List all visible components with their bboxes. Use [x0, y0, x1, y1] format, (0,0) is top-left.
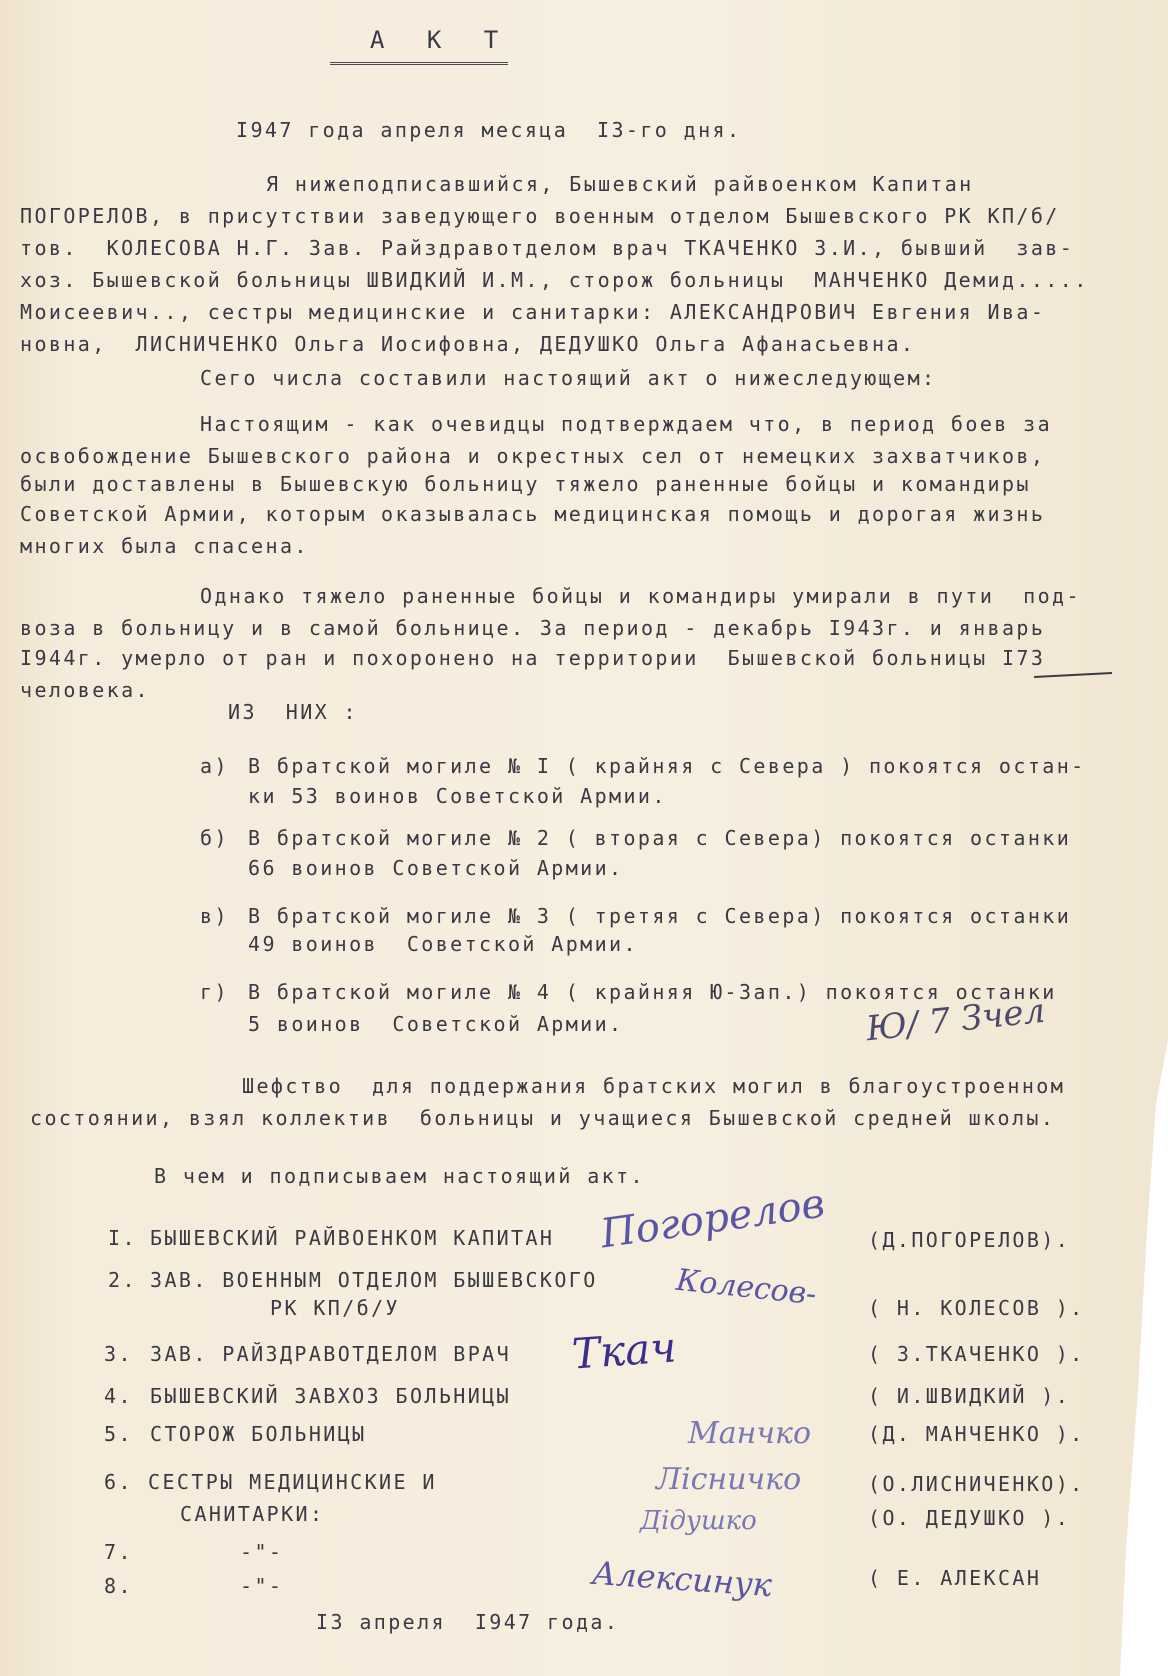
para4-line: воза в больницу и в самой больнице. За период - декабрь I943г. и январь [20, 616, 1046, 640]
signatory-name: (Д. МАНЧЕНКО ). [868, 1422, 1085, 1446]
signature-lisnichenko: Лісничко [656, 1462, 802, 1497]
signature-kolesov: Колесов- [674, 1262, 819, 1313]
grave-line: 5 воинов Советской Армии. [248, 1012, 624, 1036]
para4-line: I944г. умерло от ран и похоронено на территории Бышевской больницы I73 [20, 646, 1046, 670]
signature-dedushko: Дідушко [640, 1506, 757, 1536]
signatory-title: -"- [240, 1574, 284, 1598]
handwritten-margin-note: Ю/ 7 Зчел [864, 990, 1047, 1050]
para3-line: были доставлены в Бышевскую больницу тяжело раненные бойцы и командиры [20, 472, 1031, 496]
grave-letter: г) [200, 980, 229, 1004]
para3-line: освобождение Бышевского района и окрестных сел от немецких захватчиков, [20, 444, 1046, 468]
para1-line: тов. КОЛЕСОВА Н.Г. Зав. Райздравотделом врач ТКАЧЕНКО З.И., бывший зав- [20, 236, 1075, 260]
grave-line: ки 53 воинов Советской Армии. [248, 784, 667, 808]
grave-letter: б) [200, 826, 229, 850]
signatory-title: ЗАВ. РАЙЗДРАВОТДЕЛОМ ВРАЧ [150, 1342, 512, 1366]
signatory-title: ЗАВ. ВОЕННЫМ ОТДЕЛОМ БЫШЕВСКОГО [150, 1268, 598, 1292]
signatory-title-cont: САНИТАРКИ: [180, 1502, 325, 1526]
para4-line: человека. [20, 678, 150, 702]
signatory-title-cont: РК КП/б/У [270, 1296, 400, 1320]
signatory-title: СТОРОЖ БОЛЬНИЦЫ [150, 1422, 367, 1446]
signatory-number: 3. [104, 1342, 133, 1366]
of-them-heading: ИЗ НИХ : [228, 700, 358, 724]
signatory-name: ( Е. АЛЕКСАН [868, 1566, 1042, 1590]
signatory-number: 5. [104, 1422, 133, 1446]
number-underline [1034, 672, 1112, 678]
grave-line: 49 воинов Советской Армии. [248, 932, 638, 956]
signatory-name: (Д.ПОГОРЕЛОВ). [868, 1228, 1071, 1252]
grave-line: В братской могиле № 4 ( крайняя Ю-Зап.) покоятся останки [248, 980, 1057, 1004]
signatory-name: (О. ДЕДУШКО ). [868, 1506, 1071, 1530]
signing-line: В чем и подписываем настоящий акт. [154, 1164, 645, 1188]
para5-line: Шефство для поддержания братских могил в благоустроенном [242, 1074, 1066, 1098]
signature-manchenko: Манчко [688, 1416, 812, 1451]
signatory-title: БЫШЕВСКИЙ РАЙВОЕНКОМ КАПИТАН [150, 1226, 555, 1250]
grave-line: В братской могиле № I ( крайняя с Севера ) покоятся остан- [248, 754, 1086, 778]
signatory-number: 4. [104, 1384, 133, 1408]
signatory-title: -"- [240, 1540, 284, 1564]
grave-letter: в) [200, 904, 229, 928]
grave-line: В братской могиле № 3 ( третяя с Севера) покоятся останки [248, 904, 1072, 928]
signature-pogorelov: Погорелов [597, 1180, 828, 1258]
signatory-title: БЫШЕВСКИЙ ЗАВХОЗ БОЛЬНИЦЫ [150, 1384, 512, 1408]
signature-aleksandrovich: Алексинук [590, 1553, 774, 1605]
signatory-name: (О.ЛИСНИЧЕНКО). [868, 1472, 1085, 1496]
signatory-number: I. [108, 1226, 137, 1250]
para2-line: Сего числа составили настоящий акт о нижеследующем: [200, 366, 937, 390]
para3-line: Советской Армии, которым оказывалась медицинская помощь и дорогая жизнь [20, 502, 1046, 526]
grave-line: В братской могиле № 2 ( вторая с Севера) покоятся останки [248, 826, 1072, 850]
title-underline [330, 62, 508, 65]
para1-line: новна, ЛИСНИЧЕНКО Ольга Иосифовна, ДЕДУШКО Ольга Афанасьевна. [20, 332, 916, 356]
para1-line: ПОГОРЕЛОВ, в присутствии заведующего военным отделом Бышевского РК КП/б/ [20, 204, 1060, 228]
signature-tkachenko: Ткач [570, 1322, 678, 1379]
date-line: I947 года апреля месяца I3-го дня. [236, 118, 742, 142]
document-title: А К Т [370, 26, 513, 54]
signatory-name: ( З.ТКАЧЕНКО ). [868, 1342, 1085, 1366]
closing-date: I3 апреля I947 года. [316, 1610, 620, 1634]
signatory-name: ( И.ШВИДКИЙ ). [868, 1384, 1071, 1408]
signatory-number: 8. [104, 1574, 133, 1598]
signatory-name: ( Н. КОЛЕСОВ ). [868, 1296, 1085, 1320]
para5-line: состоянии, взял коллектив больницы и учащиеся Бышевской средней школы. [30, 1106, 1056, 1130]
signatory-title: СЕСТРЫ МЕДИЦИНСКИЕ И [148, 1470, 437, 1494]
grave-letter: а) [200, 754, 229, 778]
signatory-number: 6. [104, 1470, 133, 1494]
signatory-number: 2. [108, 1268, 137, 1292]
para4-line: Однако тяжело раненные бойцы и командиры умирали в пути под- [200, 584, 1081, 608]
para3-line: многих была спасена. [20, 534, 309, 558]
para3-line: Настоящим - как очевидцы подтверждаем что, в период боев за [200, 412, 1053, 436]
torn-edge [1108, 1040, 1168, 1676]
para1-line: Моисеевич.., сестры медицинские и санитарки: АЛЕКСАНДРОВИЧ Евгения Ива- [20, 300, 1046, 324]
signatory-number: 7. [104, 1540, 133, 1564]
para1-line: Я нижеподписавшийся, Бышевский райвоенком Капитан [266, 172, 974, 196]
para1-line: хоз. Бышевской больницы ШВИДКИЙ И.М., сторож больницы МАНЧЕНКО Демид..... [20, 268, 1089, 292]
grave-line: 66 воинов Советской Армии. [248, 856, 624, 880]
